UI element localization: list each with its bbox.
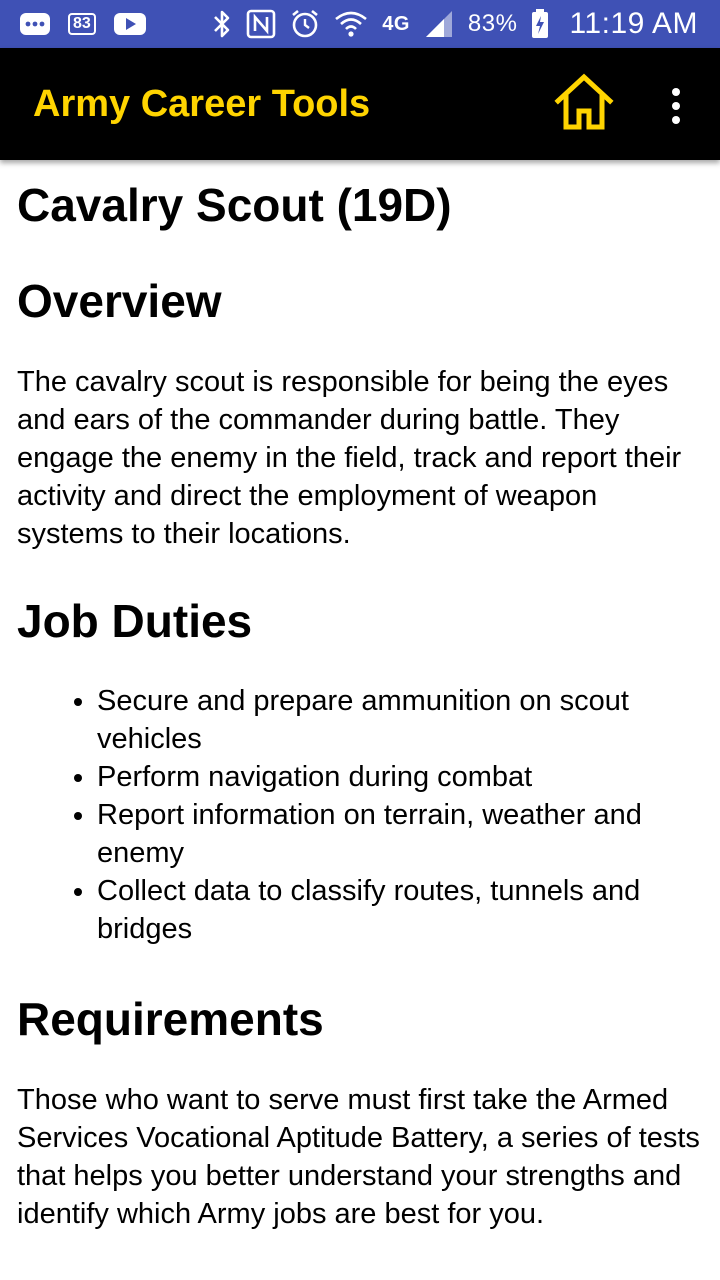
requirements-heading: Requirements	[17, 993, 324, 1045]
alarm-icon	[290, 9, 320, 39]
youtube-icon	[114, 13, 146, 35]
battery-charging-icon	[531, 9, 549, 39]
app-bar	[0, 48, 720, 160]
page-title: Cavalry Scout (19D)	[17, 179, 452, 231]
lte-icon: 4G	[382, 12, 410, 35]
more-vert-dot	[672, 102, 680, 110]
home-button[interactable]	[550, 72, 618, 136]
job-details	[17, 160, 707, 1233]
wifi-icon	[334, 10, 368, 38]
app-title: Army Career Tools	[33, 83, 371, 125]
signal-icon	[424, 9, 454, 39]
overflow-menu-button[interactable]	[656, 78, 696, 134]
clock: 11:19 AM	[569, 7, 698, 40]
more-vert-dot	[672, 116, 680, 124]
list-item: • Perform navigation during combat	[97, 758, 707, 796]
home-icon	[552, 73, 616, 136]
more-horiz-icon	[20, 13, 50, 35]
nfc-icon	[246, 9, 276, 39]
requirements-text: Those who want to serve must first take the Armed Services Vocational Aptitude Battery, a series of tests that helps you better understand your strengths and identify which Army jobs are best for you.	[17, 1084, 700, 1230]
job-duties-heading: Job Duties	[17, 595, 253, 647]
list-item: • Report information on terrain, weather and enemy	[97, 796, 707, 872]
overview-heading: Overview	[17, 275, 222, 327]
job-duties-list	[17, 682, 707, 948]
more-vert-icon	[672, 88, 680, 96]
status-bar	[0, 0, 720, 48]
battery-percent: 83%	[467, 10, 518, 37]
notification-83-icon: 83	[68, 13, 96, 35]
list-item: • Secure and prepare ammunition on scout vehicles	[97, 682, 707, 758]
list-item: • Collect data to classify routes, tunnels and bridges	[97, 872, 707, 948]
bluetooth-icon	[212, 9, 232, 39]
overview-text: The cavalry scout is responsible for being the eyes and ears of the commander during battle. They engage the enemy in the field, track and report their activity and direct the employment of weapon systems to their locations.	[17, 366, 682, 550]
